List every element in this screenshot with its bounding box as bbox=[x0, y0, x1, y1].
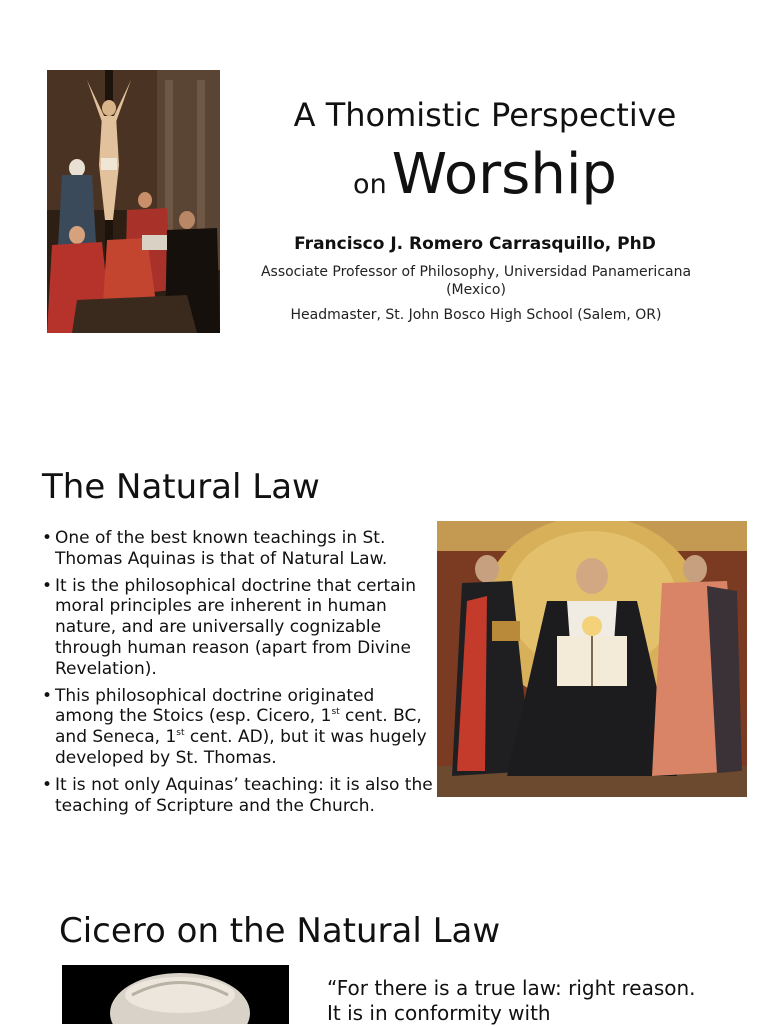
ordinal-suffix: st bbox=[331, 707, 340, 718]
cicero-heading: Cicero on the Natural Law bbox=[59, 911, 501, 951]
bullet-marker: • bbox=[42, 528, 53, 548]
list-item bbox=[42, 775, 437, 817]
bullet-text: One of the best known teachings in St. Thomas Aquinas is that of Natural Law. bbox=[55, 528, 388, 569]
title-on-word: on bbox=[353, 169, 387, 200]
list-item bbox=[42, 528, 437, 570]
author-affiliation-university: Associate Professor of Philosophy, Universidad Panamericana (Mexico) bbox=[260, 264, 692, 298]
bullet-text bbox=[55, 686, 427, 768]
bullet-text-part: cent. BC, and Seneca, 1 bbox=[55, 706, 422, 748]
natural-law-heading: The Natural Law bbox=[42, 467, 320, 507]
author-name: Francisco J. Romero Carrasquillo, PhD bbox=[294, 234, 656, 254]
bullet-marker: • bbox=[42, 575, 53, 596]
bullet-text: It is the philosophical doctrine that certain moral principles are inherent in human nature, and are universally cognizable through human reason (apart from Divine Revelation). bbox=[55, 575, 417, 679]
title-worship-word: Worship bbox=[391, 142, 617, 207]
aquinas-painting bbox=[437, 521, 747, 797]
ordinal-suffix: st bbox=[176, 728, 185, 739]
author-affiliation-school: Headmaster, St. John Bosco High School (Salem, OR) bbox=[290, 307, 662, 323]
list-item bbox=[42, 686, 437, 769]
bullet-marker: • bbox=[42, 774, 53, 795]
bullet-text-part: This philosophical doctrine originated among the Stoics (esp. Cicero, 1 bbox=[55, 685, 375, 727]
bullet-text: It is not only Aquinas’ teaching: it is also the teaching of Scripture and the Church. bbox=[55, 774, 433, 816]
cicero-quote: “For there is a true law: right reason. It is in conformity with bbox=[327, 976, 696, 1025]
presentation-subtitle bbox=[250, 140, 720, 223]
natural-law-bullet-list bbox=[42, 528, 437, 822]
crucifixion-painting bbox=[47, 70, 220, 333]
bullet-marker: • bbox=[42, 685, 53, 706]
list-item bbox=[42, 576, 437, 680]
presentation-title: A Thomistic Perspective bbox=[293, 96, 677, 134]
bullet-text-part: cent. AD), but it was hugely developed by St. Thomas. bbox=[55, 727, 427, 768]
cicero-bust-image bbox=[62, 965, 289, 1024]
